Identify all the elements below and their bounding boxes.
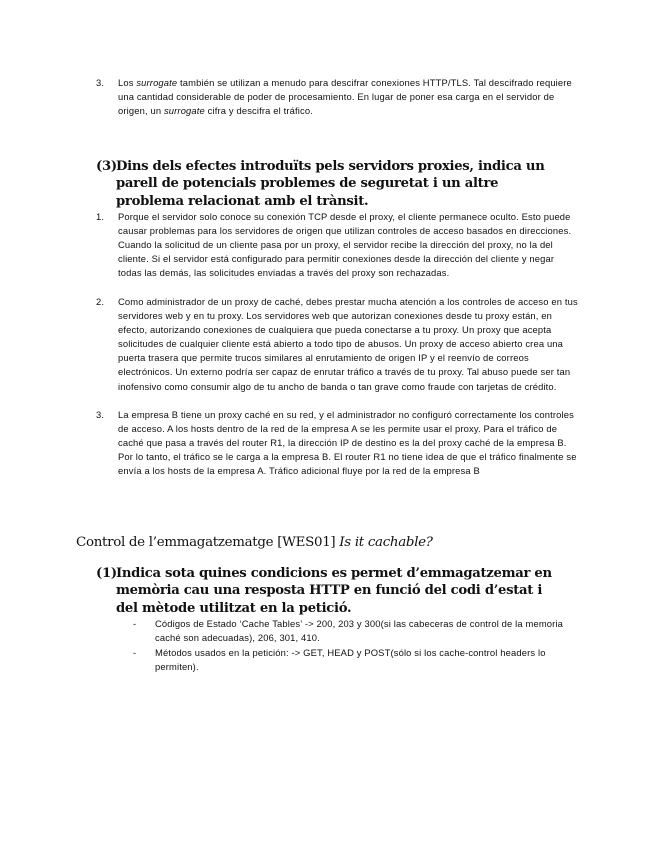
question-marker: (1) bbox=[96, 566, 117, 581]
list-number: 3. bbox=[96, 77, 105, 88]
section-heading: Control de l’emmagatzematge [WES01] Is it cachable? bbox=[76, 535, 433, 550]
list-item bbox=[96, 408, 578, 478]
list-item-text: Métodos usados en la petición: -> GET, HEAD y POST(sólo si los cache-control headers lo permiten). bbox=[155, 647, 546, 673]
bullet-dash: - bbox=[133, 618, 137, 629]
bullet-dash: - bbox=[133, 647, 137, 658]
list-number: 3. bbox=[96, 409, 105, 420]
question-heading bbox=[96, 565, 566, 617]
list-item bbox=[133, 617, 578, 645]
list-number: 2. bbox=[96, 296, 105, 307]
question-text: Indica sota quines condicions es permet d’emmagatzemar en memòria cau una resposta HTTP en funció del codi d’estat i del mètode utilitzat en la petició. bbox=[116, 566, 552, 616]
list-item bbox=[96, 76, 578, 118]
list-item-text: Como administrador de un proxy de caché, debes prestar mucha atención a los controles de acceso en tus servidores web y en tu proxy. Los servidores web que autorizan conexiones desde tu proxy están, en efecto, autorizando conexiones de cualquiera que pueda conectarse a tu proxy. Un proxy que acepta solicitudes de cualquier cliente está abierto a todo tipo de abusos. Un proxy de acceso abierto crea una puerta trasera que permite trucos similares al enrutamiento de origen IP y el reenvío de correos electrónicos. Un externo podría ser capaz de enrutar tráfico a través de tu proxy. Tal abuso puede ser tan inofensivo como consumir algo de tu ancho de banda o tan grave como fraude con tarjetas de crédito. bbox=[118, 296, 578, 392]
list-item-text: Los surrogate también se utilizan a menudo para descifrar conexiones HTTP/TLS. Tal descifrado requiere una cantidad considerable de poder de procesamiento. En lugar de poner esa carga en el servidor de origen, un surrogate cifra y descifra el tráfico. bbox=[118, 77, 572, 117]
list-item-text: La empresa B tiene un proxy caché en su red, y el administrador no configuró correctamente los controles de acceso. A los hosts dentro de la red de la empresa A se les permite usar el proxy. Para el tráfico de caché que pasa a través del router R1, la dirección IP de destino es la del proxy caché de la empresa B. Por lo tanto, el tráfico se le carga a la empresa B. El router R1 no tiene idea de que el tráfico finalmente se envía a los hosts de la empresa A. Tráfico adicional fluye por la red de la empresa B bbox=[118, 409, 577, 477]
list-item bbox=[133, 646, 578, 674]
question-heading bbox=[96, 158, 556, 210]
list-number: 1. bbox=[96, 211, 105, 222]
list-item bbox=[96, 210, 578, 280]
list-item-text: Códigos de Estado ‘Cache Tables’ -> 200, 203 y 300(si las cabeceras de control de la memoria caché son adecuadas), 206, 301, 410. bbox=[155, 618, 564, 644]
list-item bbox=[96, 295, 578, 394]
question-marker: (3) bbox=[96, 159, 117, 174]
question-text: Dins dels efectes introduïts pels servidors proxies, indica un parell de potencials problemes de seguretat i un altre problema relacionat amb el trànsit. bbox=[116, 159, 545, 209]
list-item-text: Porque el servidor solo conoce su conexión TCP desde el proxy, el cliente permanece oculto. Esto puede causar problemas para los servidores de origen que utilizan controles de acceso basados en direcciones. Cuando la solicitud de un cliente pasa por un proxy, el servidor recibe la dirección del proxy, no la del cliente. Si el servidor está configurado para permitir conexiones desde la dirección del cliente y negar todas las demás, las solicitudes enviadas a través del proxy son rechazadas. bbox=[118, 211, 572, 279]
